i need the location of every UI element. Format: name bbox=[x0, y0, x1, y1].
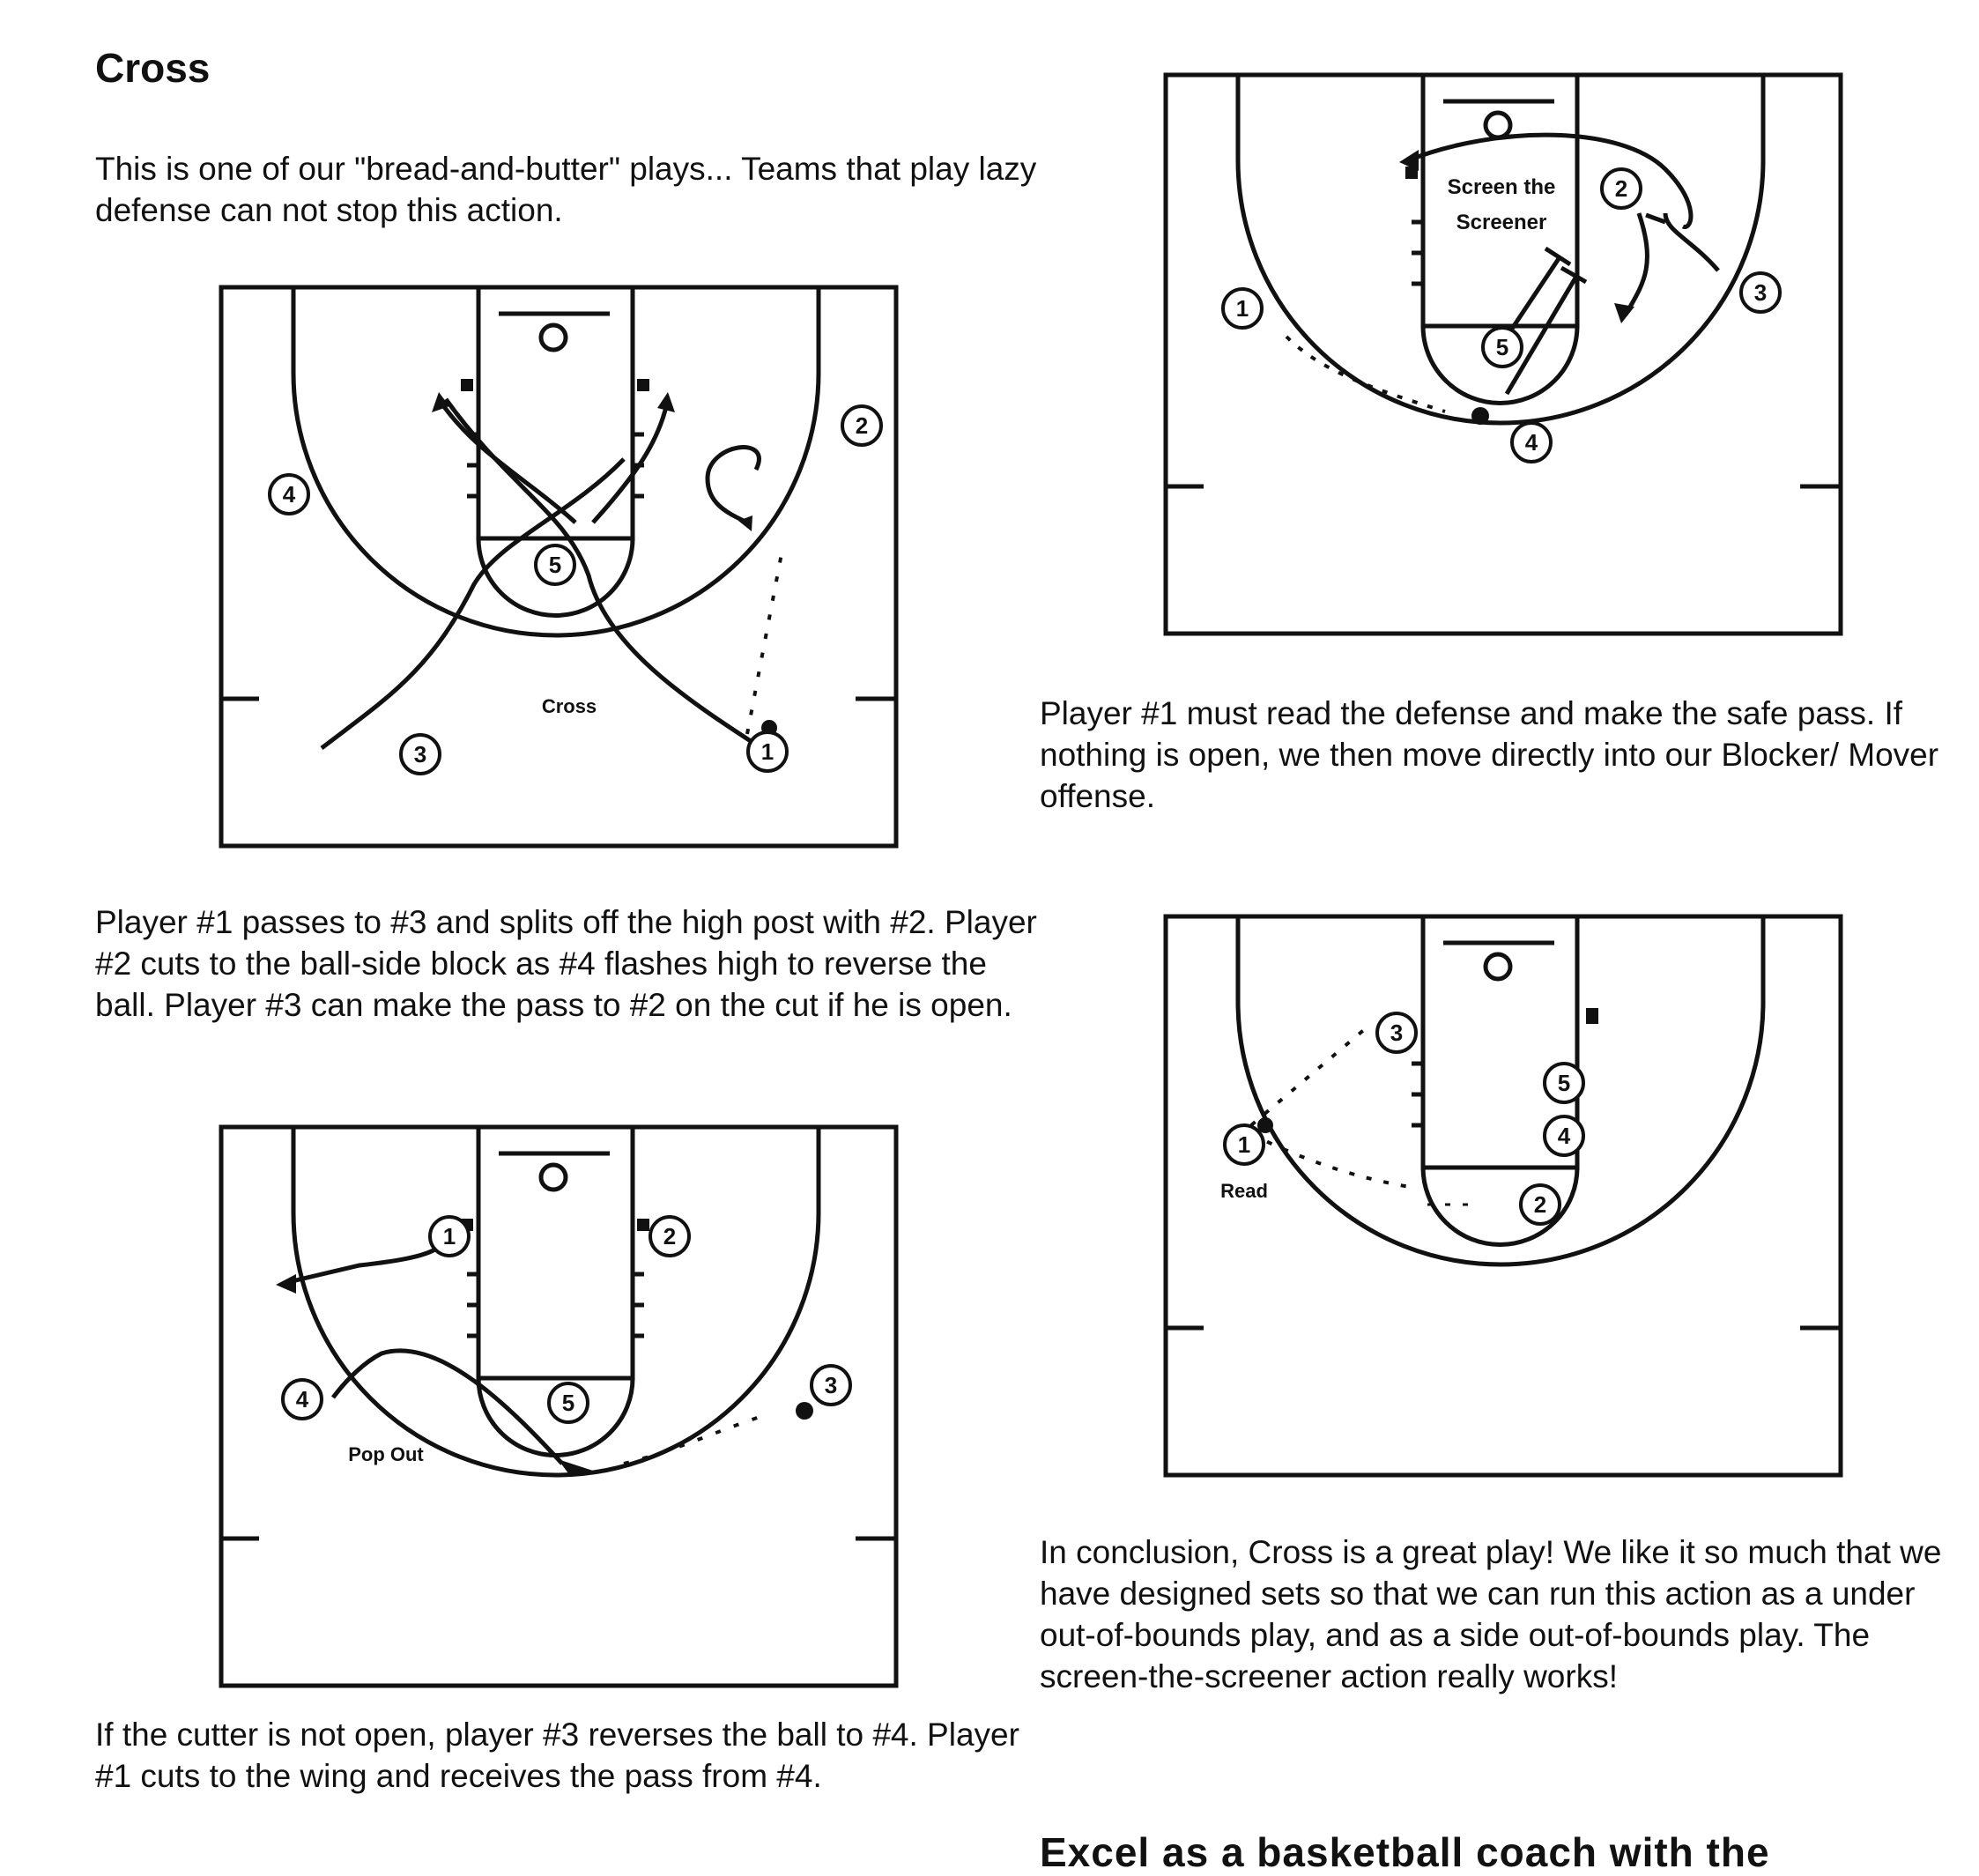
play-label-read: Read bbox=[1220, 1180, 1268, 1202]
player-1: 1 bbox=[1237, 1131, 1251, 1158]
rim bbox=[541, 1165, 566, 1190]
page-title: Cross bbox=[95, 45, 211, 91]
player-3: 3 bbox=[413, 741, 427, 767]
player-2: 2 bbox=[855, 412, 869, 439]
player-5: 5 bbox=[548, 552, 562, 578]
pass-path bbox=[747, 549, 782, 734]
play-label-cross: Cross bbox=[541, 695, 597, 717]
three-point-arc bbox=[1238, 916, 1763, 1264]
player-1: 1 bbox=[442, 1223, 456, 1249]
player-5: 5 bbox=[1557, 1070, 1571, 1096]
pass-path bbox=[1286, 337, 1445, 412]
conclusion-paragraph: In conclusion, Cross is a great play! We like it so much that we have designed sets so that we can run this action as a under out-of-bounds play, and as a side out-of-bounds play. The screen-the-screener action really works! bbox=[1040, 1534, 1942, 1694]
footer-heading: Excel as a basketball coach with the bbox=[1040, 1829, 1770, 1875]
play-label-screen-line2: Screener bbox=[1456, 211, 1547, 234]
rim bbox=[541, 325, 566, 350]
play-label-screen-line1: Screen the bbox=[1447, 175, 1556, 199]
player-4: 4 bbox=[295, 1386, 309, 1413]
player-2: 2 bbox=[663, 1223, 677, 1249]
player-1: 1 bbox=[760, 738, 775, 765]
player-5: 5 bbox=[1495, 334, 1509, 360]
court-diagram-read bbox=[1163, 914, 1843, 1478]
cut-path-2 bbox=[446, 399, 756, 745]
caption-1: Player #1 passes to #3 and splits off the high post with #2. Player #2 cuts to the ball-side block as #4 flashes high to reverse the ball. Player #3 can make the pass to #2 on the cut if he is open. bbox=[95, 904, 1037, 1023]
player-2: 2 bbox=[1533, 1191, 1547, 1218]
player-2: 2 bbox=[1614, 175, 1628, 202]
curl-path bbox=[1626, 213, 1647, 315]
player-1: 1 bbox=[1235, 295, 1249, 322]
caption-3: Player #1 must read the defense and make the safe pass. If nothing is open, we then move directly into our Blocker/ Mover offense. bbox=[1040, 695, 1939, 814]
play-label-pop-out: Pop Out bbox=[348, 1443, 424, 1465]
rim bbox=[1486, 113, 1510, 137]
court-diagram-cross bbox=[219, 285, 899, 849]
player-5: 5 bbox=[561, 1390, 575, 1416]
player-4: 4 bbox=[1524, 429, 1538, 456]
intro-paragraph: This is one of our "bread-and-butter" plays... Teams that play lazy defense can not stop this action. bbox=[95, 151, 1037, 228]
cut-path-1 bbox=[285, 1221, 449, 1283]
court-diagram-pop-out bbox=[219, 1124, 899, 1688]
player-4: 4 bbox=[1557, 1123, 1571, 1149]
pass-path bbox=[624, 1415, 765, 1464]
player-3: 3 bbox=[1390, 1020, 1404, 1046]
three-point-arc bbox=[293, 1127, 819, 1475]
player-3: 3 bbox=[824, 1372, 838, 1398]
court-diagram-screen-the-screener bbox=[1163, 72, 1843, 636]
pop-path bbox=[708, 448, 759, 523]
player-3: 3 bbox=[1753, 279, 1768, 306]
caption-2: If the cutter is not open, player #3 reverses the ball to #4. Player #1 cuts to the wing and receives the pass from #4. bbox=[95, 1717, 1019, 1794]
player-4: 4 bbox=[282, 481, 296, 508]
rim bbox=[1486, 954, 1510, 979]
three-point-arc bbox=[1235, 75, 1763, 423]
